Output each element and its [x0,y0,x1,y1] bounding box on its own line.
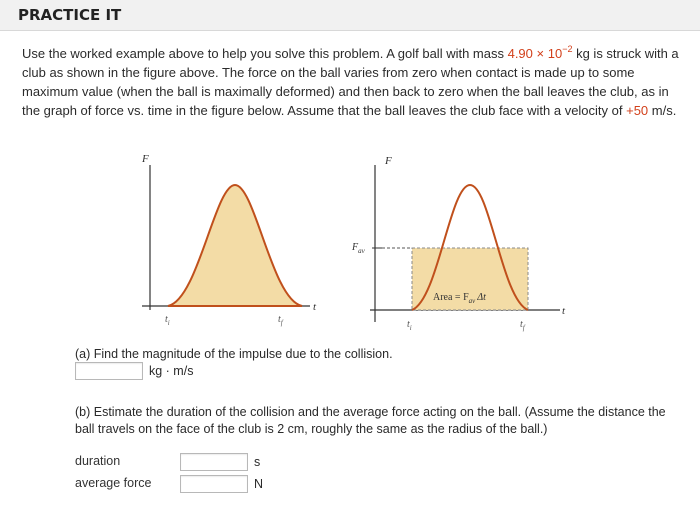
force-answer-row [180,475,263,493]
fav-label: $F_{av}$ [352,242,365,255]
right-tf-label: $t_f$ [520,319,525,332]
impulse-input[interactable] [75,362,143,380]
duration-unit: s [254,455,261,469]
problem-body: is struck with a club as shown in the figure above. The force on the ball varies from zero when contact is made up to some maximum value (when the ball is maximally deformed) and then back to zero when the ball leaves the club, as in the graph of force vs. time in the figure below. Assume that the ball leaves the club face with a velocity of [22,46,679,118]
duration-input[interactable] [180,453,248,471]
right-force-graph [351,155,566,332]
velocity-unit: m/s. [648,103,677,118]
mass-value: $4.90 \times 10^{-2}$ [507,44,573,61]
average-force-input[interactable] [180,475,248,493]
left-force-graph [141,153,317,327]
left-x-label: t [313,301,317,313]
force-time-figure [120,150,600,340]
duration-label: duration [75,454,121,468]
part-b-question: (b) Estimate the duration of the collision and the average force acting on the ball. (Assume the distance the ball travels on the face of the club is 2 cm, roughly the same as the radius of the ball.) [75,405,666,436]
practice-header [0,0,700,31]
mass-unit: kg [572,46,590,61]
left-force-curve [168,185,302,306]
duration-answer-row [180,453,260,471]
left-tf-label: $t_f$ [278,314,283,327]
velocity-value: +50 [626,103,649,118]
left-y-label: F [142,153,149,165]
average-force-unit: N [254,477,264,491]
page-title: PRACTICE IT [18,6,122,24]
left-ti-label: $t_i$ [165,314,170,327]
area-label: Area = $F_{av}$ Δt [433,292,486,305]
problem-statement [22,40,687,120]
part-a-question: (a) Find the magnitude of the impulse due to the collision. [75,347,393,361]
right-ti-label: $t_i$ [407,319,412,332]
part-a-answer-row [75,362,193,380]
right-y-label: F [385,155,392,167]
problem-intro: Use the worked example above to help you solve this problem. A golf ball with mass [22,46,508,61]
impulse-unit: kg · m/s [149,364,194,378]
average-force-label: average force [75,476,152,490]
right-x-label: t [562,305,566,317]
